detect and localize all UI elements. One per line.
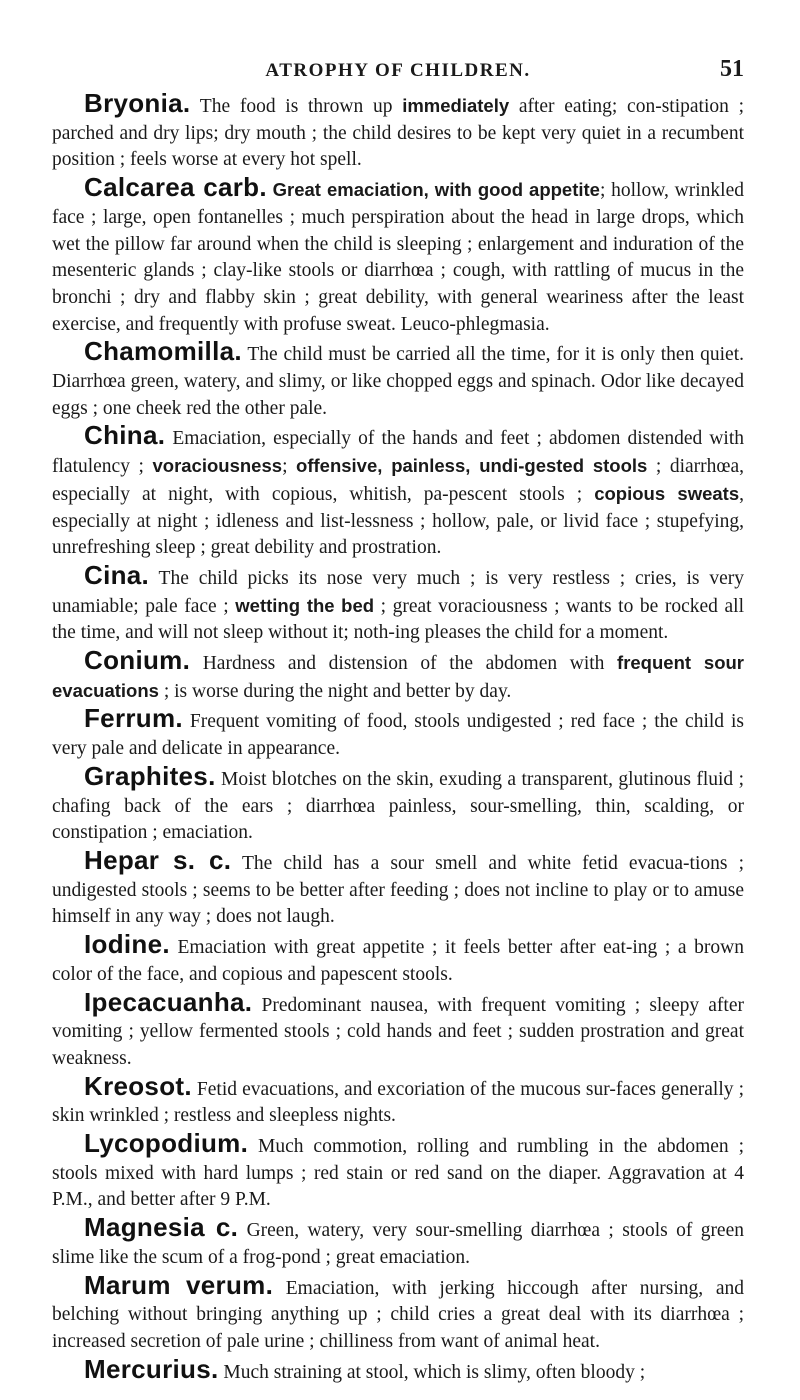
remedy-name: Calcarea carb. — [84, 172, 267, 203]
symptom-text: ; great voraciousness ; wants to be rocked all the time, and will not sleep without it; noth-ing pleases the child for a moment. — [52, 595, 744, 644]
symptom-text: ; hollow, wrinkled face ; large, open fontanelles ; much perspiration about the head in large drops, which wet the pillow far around when the child is sleeping ; enlargement and induration of the mesenteric glands ; clay-like stools or diarrhœa ; cough, with rattling of mucus in the bronchi ; dry and flabby skin ; great debility, with general weariness after the least exercise, and frequently with profuse sweat. Leuco-phlegmasia. — [52, 180, 744, 335]
remedy-entry — [52, 986, 744, 1073]
remedy-name: Graphites. — [84, 760, 216, 791]
remedy-entry — [52, 338, 744, 422]
symptom-text: after eating; con-stipation ; parched and dry lips; dry mouth ; the child desires to be kept very quiet in a recumbent position ; feels worse at every hot spell. — [52, 96, 744, 171]
running-title: ATROPHY OF CHILDREN. — [265, 60, 531, 81]
remedy-name: Conium. — [84, 645, 191, 676]
symptom-text: , especially at night ; idleness and list-lessness ; hollow, pale, or livid face ; stupefying, unrefreshing sleep ; great debility and prostration. — [52, 483, 744, 559]
remedy-name: Marum verum. — [84, 1269, 274, 1300]
symptom-text: ; — [282, 456, 297, 478]
symptom-text: ; diarrhœa, especially at night, with copious, whitish, pa-pescent stools ; — [52, 456, 744, 505]
emphasized-symptom: voraciousness — [152, 455, 283, 477]
remedy-entry — [52, 422, 744, 562]
remedy-entry — [52, 1353, 744, 1387]
remedy-name: Ferrum. — [84, 703, 183, 734]
symptom-text: Hardness and distension of the abdomen with — [190, 653, 618, 675]
remedy-name: Mercurius. — [84, 1353, 219, 1384]
remedy-name: Chamomilla. — [84, 336, 242, 367]
emphasized-symptom: frequent sour evacuations — [52, 652, 745, 701]
symptom-text: Fetid evacuations, and excoriation of the mucous sur-faces generally ; skin wrinkled ; restless and sleepless nights. — [52, 1078, 744, 1127]
page-number: 51 — [720, 56, 744, 82]
symptom-text: Moist blotches on the skin, exuding a transparent, glutinous fluid ; chafing back of the ears ; diarrhœa painless, sour-smelling, thin, scalding, or constipation ; emaciation. — [52, 768, 744, 844]
symptom-text: Emaciation, especially of the hands and feet ; abdomen distended with flatulency ; — [52, 428, 744, 478]
remedy-entry — [52, 1130, 744, 1214]
remedy-name: China. — [84, 420, 166, 451]
symptom-text: Much commotion, rolling and rumbling in the abdomen ; stools mixed with hard lumps ; red stain or red sand on the diaper. Aggravation at 4 P.M., and better after 9 P.M. — [52, 1136, 744, 1211]
emphasized-symptom: offensive, painless, undi-gested stools — [296, 455, 648, 477]
symptom-text: Much straining at stool, which is slimy, often bloody ; — [218, 1361, 646, 1383]
remedy-name: Bryonia. — [84, 88, 191, 118]
symptom-text: ; is worse during the night and better by day. — [158, 680, 512, 702]
remedy-entry — [52, 174, 744, 338]
remedy-name: Ipecacuanha. — [84, 986, 253, 1017]
remedy-name: Hepar s. c. — [84, 844, 232, 875]
remedy-entry — [52, 931, 744, 988]
remedy-entry — [52, 760, 744, 847]
remedy-entry — [52, 90, 744, 174]
symptom-text: Predominant nausea, with frequent vomiting ; sleepy after vomiting ; yellow fermented stools ; cold hands and feet ; sudden prostration and great weakness. — [52, 994, 744, 1069]
remedy-entry — [52, 1269, 744, 1356]
remedy-entry — [52, 647, 744, 705]
remedy-entry — [52, 1070, 744, 1130]
emphasized-symptom: wetting the — [235, 594, 335, 616]
emphasized-symptom: immediately — [402, 95, 510, 116]
symptom-text: The food is thrown up — [190, 96, 403, 117]
remedy-list — [52, 90, 744, 1386]
symptom-text: Frequent vomiting of food, stools undigested ; red face ; the child is very pale and delicate in appearance. — [52, 711, 744, 760]
emphasized-symptom: Great emaciation, with good appetite — [272, 179, 600, 201]
emphasized-symptom: bed — [341, 594, 375, 616]
symptom-text: The child picks its nose very much ; is very restless ; cries, is very unamiable; pale face ; — [52, 567, 744, 617]
symptom-text: Green, watery, very sour-smelling diarrhœa ; stools of green slime like the scum of a frog-pond ; great emaciation. — [52, 1220, 744, 1268]
remedy-name: Cina. — [84, 559, 150, 590]
remedy-entry — [52, 1214, 744, 1271]
symptom-text: Emaciation, with jerking hiccough after nursing, and belching without bringing anything up ; child cries a great deal with its diarrhœa ; increased secretion of pale urine ; chilliness from want of animal heat. — [52, 1277, 744, 1352]
emphasized-symptom: copious sweats — [594, 482, 740, 504]
remedy-entry — [52, 559, 744, 647]
remedy-name: Magnesia c. — [84, 1212, 239, 1243]
symptom-text: The child must be carried all the time, for it is only then quiet. Diarrhœa green, watery, and slimy, or like chopped eggs and spinach. Odor like decayed eggs ; one cheek red the other pale. — [52, 344, 744, 419]
page-header — [52, 58, 744, 88]
remedy-entry — [52, 705, 744, 762]
symptom-text: Emaciation with great appetite ; it feels better after eat-ing ; a brown color of the face, and copious and papescent stools. — [52, 937, 744, 985]
remedy-name: Lycopodium. — [84, 1128, 249, 1159]
remedy-entry — [52, 844, 744, 931]
symptom-text: The child has a sour smell and white fetid evacua-tions ; undigested stools ; seems to be better after feeding ; does not incline to play or to amuse himself in any way ; does not laugh. — [52, 852, 744, 928]
remedy-name: Kreosot. — [84, 1070, 192, 1101]
remedy-name: Iodine. — [84, 929, 170, 960]
